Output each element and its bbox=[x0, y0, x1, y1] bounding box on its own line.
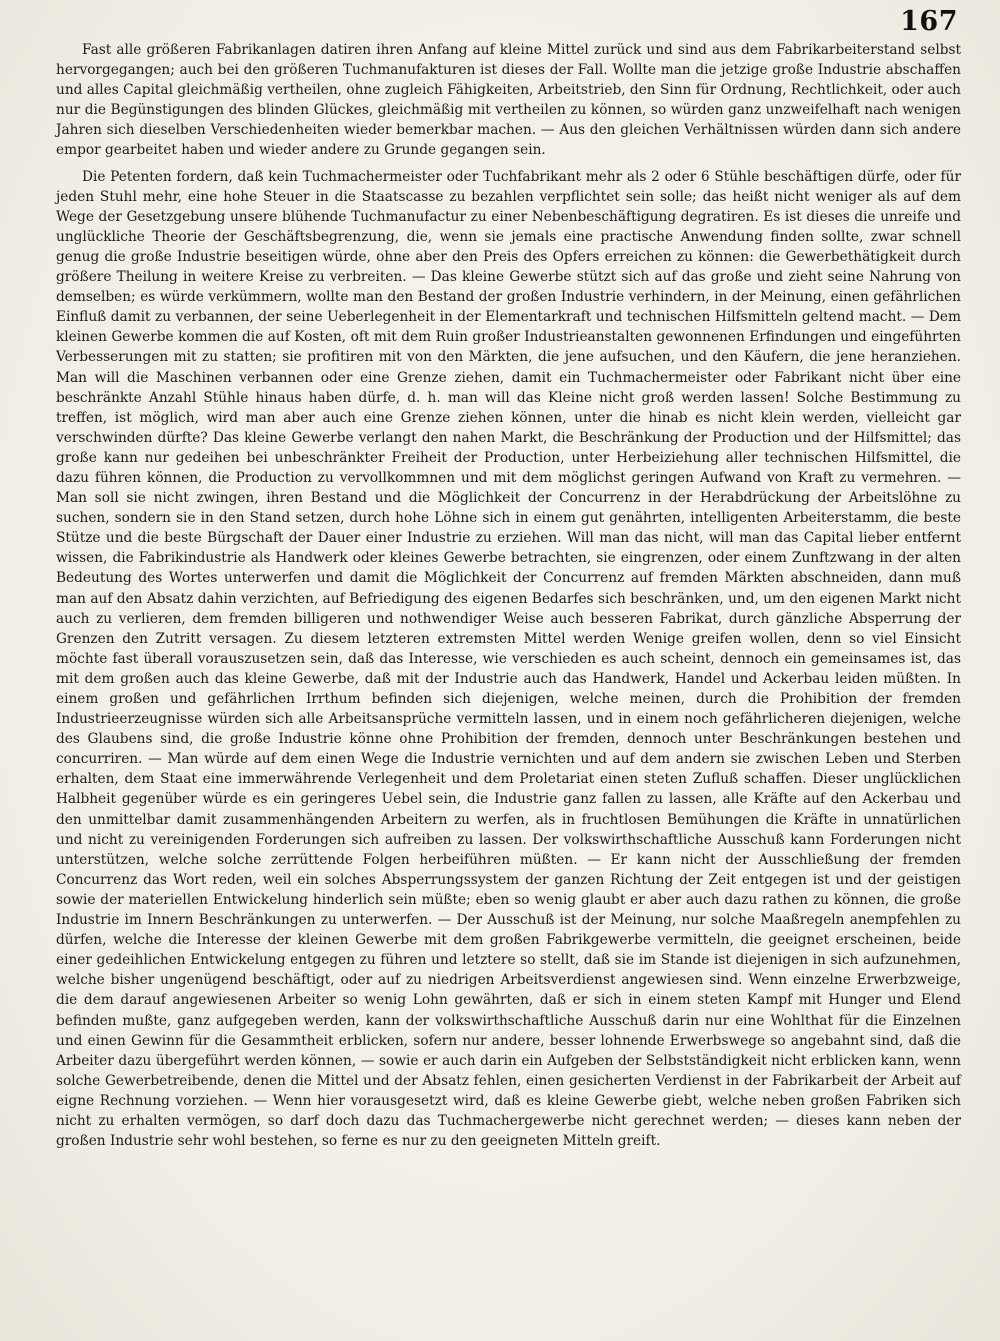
paragraph-2: Die Petenten fordern, daß kein Tuchmachermeister oder Tuchfabrikant mehr als 2 oder 6 Stühle beschäftigen dürfe, oder für jeden Stuhl mehr, eine hohe Steuer in die Staatscasse zu bezahlen verpflichtet sein solle; das heißt nicht weniger als auf dem Wege der Gesetzgebung unsere blühende Tuchmanufactur zu einer Nebenbeschäftigung degratiren. Es ist dieses die unreife und unglückliche Theorie der Geschäftsbegrenzung, die, wenn sie jemals eine practische Anwendung finden sollte, zwar schnell genug die große Industrie beseitigen würde, ohne aber den Preis des Opfers erreichen zu können: die Gewerbethätigkeit durch größere Theilung in weitere Kreise zu verbreiten. — Das kleine Gewerbe stützt sich auf das große und zieht seine Nahrung von demselben; es würde verkümmern, wollte man den Bestand der großen Industrie verhindern, in der Meinung, einen gefährlichen Einfluß damit zu verbannen, der seine Ueberlegenheit in der Elementarkraft und technischen Hilfsmitteln geltend macht. — Dem kleinen Gewerbe kommen die auf Kosten, oft mit dem Ruin großer Industrieanstalten gewonnenen Erfindungen und eingeführten Verbesserungen mit zu statten; sie profitiren mit von den Märkten, die jene aufsuchen, und den Käufern, die jene heranziehen. Man will die Maschinen verbannen oder eine Grenze ziehen, damit ein Tuchmachermeister oder Fabrikant nicht über eine beschränkte Anzahl Stühle hinaus haben dürfe, d. h. man will das Kleine nicht groß werden lassen! Solche Bestimmung zu treffen, ist möglich, wird man aber auch eine Grenze ziehen können, unter die hinab es nicht klein werden, vielleicht gar verschwinden dürfte? Das kleine Gewerbe verlangt den nahen Markt, die Beschränkung der Production und der Hilfsmittel; das große kann nur gedeihen bei unbeschränkter Freiheit der Production, unter Herbeiziehung aller technischen Hilfsmittel, die dazu führen können, die Production zu vervollkommnen und mit dem möglichst geringen Aufwand von Kraft zu vermehren. — Man soll sie nicht zwingen, ihren Bestand und die Möglichkeit der Concurrenz in der Herabdrückung der Arbeitslöhne zu suchen, sondern sie in den Stand setzen, durch hohe Löhne sich in einem gut genährten, intelligenten Arbeiterstamm, die beste Stütze und die beste Bürgschaft der Dauer einer Industrie zu erziehen. Will man das nicht, will man das Capital lieber entfernt wissen, die Fabrikindustrie als Handwerk oder kleines Gewerbe betrachten, sie eingrenzen, oder einem Zunftzwang in der alten Bedeutung des Wortes unterwerfen und damit die Möglichkeit der Concurrenz auf fremden Märkten abschneiden, dann muß man auf den Absatz dahin verzichten, auf Befriedigung des eigenen Bedarfes sich beschränken, und, um den eigenen Markt nicht auch zu verlieren, dem fremden billigeren und nothwendiger Weise auch besseren Fabrikat, durch gänzliche Absperrung der Grenzen den Zutritt versagen. Zu diesem letzteren extremsten Mittel werden Wenige greifen wollen, denn so viel Einsicht möchte fast überall vorauszusetzen sein, daß das Interesse, wie verschieden es auch scheint, dennoch ein gemeinsames ist, das mit dem großen auch das kleine Gewerbe, daß mit der Industrie auch das Handwerk, Handel und Ackerbau leiden müßten. In einem großen und gefährlichen Irrthum befinden sich diejenigen, welche meinen, durch die Prohibition der fremden Industrieerzeugnisse würden sich alle Arbeitsansprüche vermitteln lassen, und in einem noch gefährlicheren diejenigen, welche des Glaubens sind, die große Industrie könne ohne Prohibition der fremden, dennoch unter Beschränkungen bestehen und concurriren. — Man würde auf dem einen Wege die Industrie vernichten und auf dem andern sie zwischen Leben und Sterben erhalten, dem Staat eine immerwährende Verlegenheit und dem Proletariat einen steten Zufluß schaffen. Dieser unglücklichen Halbheit gegenüber würde es ein geringeres Uebel sein, die Industrie ganz fallen zu lassen, alle Kräfte auf den Ackerbau und den unmittelbar damit zusammenhängenden Arbeitern zu werfen, als in fruchtlosen Bemühungen die Kräfte in unnatürlichen und nicht zu vereinigenden Forderungen sich aufreiben zu lassen. Der volkswirthschaftliche Ausschuß kann Forderungen nicht unterstützen, welche solche zerrüttende Folgen herbeiführen müßten. — Er kann nicht der Ausschließung der fremden Concurrenz das Wort reden, weil ein solches Absperrungssystem der ganzen Richtung der Zeit entgegen ist und der geistigen sowie der materiellen Entwickelung hinderlich sein müßte; eben so wenig glaubt er aber auch dazu rathen zu können, die große Industrie im Innern Beschränkungen zu unterwerfen. — Der Ausschuß ist der Meinung, nur solche Maaßregeln anempfehlen zu dürfen, welche die Interesse der kleinen Gewerbe mit dem großen Fabrikgewerbe vermitteln, die geeignet erscheinen, beide einer gedeihlichen Entwickelung entgegen zu führen und letztere so stellt, daß sie im Stande ist diejenigen in sich aufzunehmen, welche bisher ungenügend beschäftigt, oder auf zu niedrigen Arbeitsverdienst angewiesen sind. Wenn einzelne Erwerbzweige, die dem darauf angewiesenen Arbeiter so wenig Lohn gewährten, daß er sich in einem steten Kampf mit Hunger und Elend befinden mußte, ganz aufgegeben werden, kann der volkswirthschaftliche Ausschuß darin nur eine Wohlthat für die Einzelnen und einen Gewinn für die Gesammtheit erblicken, sofern nur andere, besser lohnende Erwerbswege so angebahnt sind, daß die Arbeiter dazu übergeführt werden können, — sowie er auch darin ein Aufgeben der Selbstständigkeit nicht erblicken kann, wenn solche Gewerbetreibende, denen die Mittel und der Absatz fehlen, einen gesicherten Verdienst in der Fabrikarbeit der Arbeit auf eigne Rechnung vorziehen. — Wenn hier vorausgesetzt wird, daß es kleine Gewerbe giebt, welche neben großen Fabriken sich nicht zu erhalten vermögen, so darf doch dazu das Tuchmachergewerbe nicht gerechnet werden; — dieses kann neben der großen Industrie sehr wohl bestehen, so ferne es nur zu den geeigneten Mitteln greift. bbox=[56, 168, 961, 1150]
body-text bbox=[56, 40, 961, 1151]
show-through-text-bottom bbox=[100, 1222, 1000, 1236]
page-number: 167 bbox=[900, 6, 958, 37]
paragraph-1: Fast alle größeren Fabrikanlagen datiren ihren Anfang auf kleine Mittel zurück und sind aus dem Fabrikarbeiterstand selbst hervorgegangen; auch bei den größeren Tuchmanufakturen ist dieses der Fall. Wollte man die jetzige große Industrie abschaffen und alles Capital gleichmäßig vertheilen, ohne zugleich Fähigkeiten, Arbeitstrieb, den Sinn für Ordnung, Rechtlichkeit, oder auch nur die Begünstigungen des blinden Glückes, gleichmäßig mit vertheilen zu können, so würden ganz unzweifelhaft nach wenigen Jahren sich dieselben Verschiedenheiten wieder bemerkbar machen. — Aus den gleichen Verhältnissen würden dann sich andere empor gearbeitet haben und wieder andere zu Grunde gegangen sein. bbox=[56, 42, 961, 159]
